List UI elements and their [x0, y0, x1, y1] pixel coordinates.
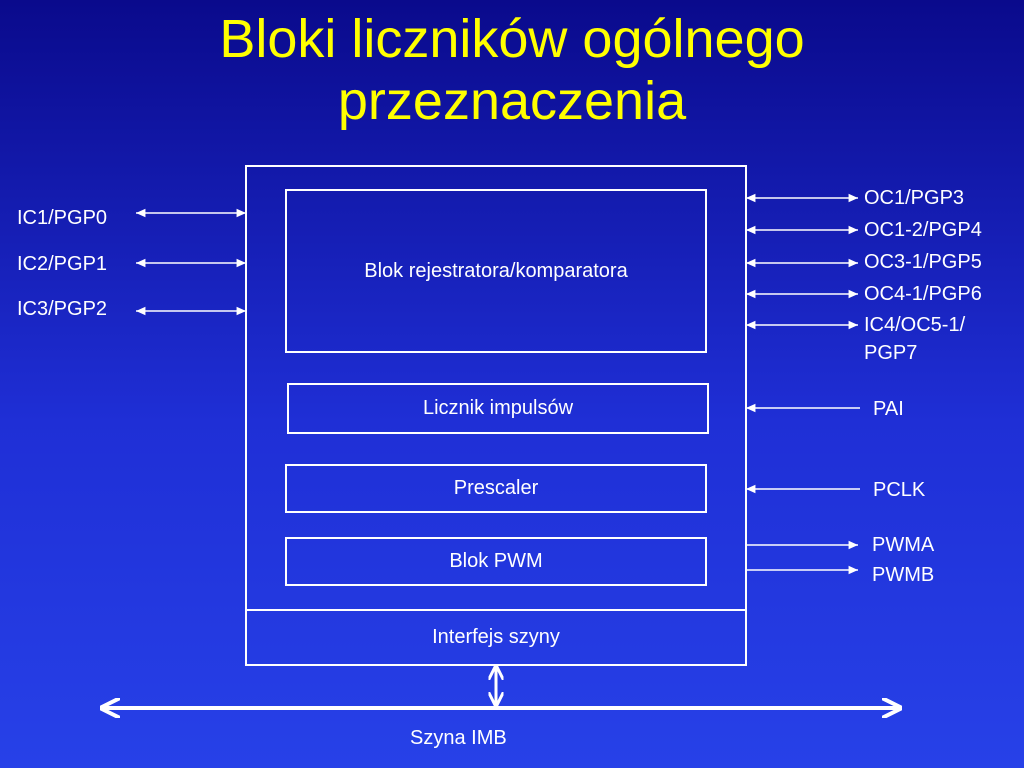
signal-oc4-1: OC4-1/PGP6 [864, 283, 982, 305]
signal-ic2: IC2/PGP1 [17, 253, 108, 275]
title-line-2: przeznaczenia [337, 71, 687, 131]
pulse-counter-block [287, 383, 709, 434]
prescaler-label: Prescaler [453, 477, 539, 499]
register-comparator-label: Blok rejestratora/komparatora [364, 259, 628, 282]
signal-pwmb: PWMB [872, 564, 935, 586]
register-comparator-block [285, 189, 707, 353]
bus-interface-block [245, 609, 747, 666]
signal-ic3: IC3/PGP2 [17, 298, 108, 320]
signal-pai: PAI [873, 398, 904, 420]
prescaler-block [285, 464, 707, 513]
signal-ic1: IC1/PGP0 [17, 207, 108, 229]
signal-oc1: OC1/PGP3 [864, 187, 965, 209]
pwm-label: Blok PWM [449, 550, 543, 572]
signal-pclk: PCLK [873, 479, 926, 501]
signal-ic4-oc5: IC4/OC5-1/ [864, 314, 966, 336]
title-line-1: Bloki liczników ogólnego [219, 9, 805, 69]
signal-pgp7: PGP7 [864, 342, 918, 364]
bus-interface-label: Interfejs szyny [432, 626, 560, 648]
bus-label: Szyna IMB [410, 727, 507, 749]
signal-pwma: PWMA [872, 534, 935, 556]
signal-oc1-2: OC1-2/PGP4 [864, 219, 982, 241]
pulse-counter-label: Licznik impulsów [422, 397, 574, 419]
signal-oc3-1: OC3-1/PGP5 [864, 251, 982, 273]
pwm-block [285, 537, 707, 586]
